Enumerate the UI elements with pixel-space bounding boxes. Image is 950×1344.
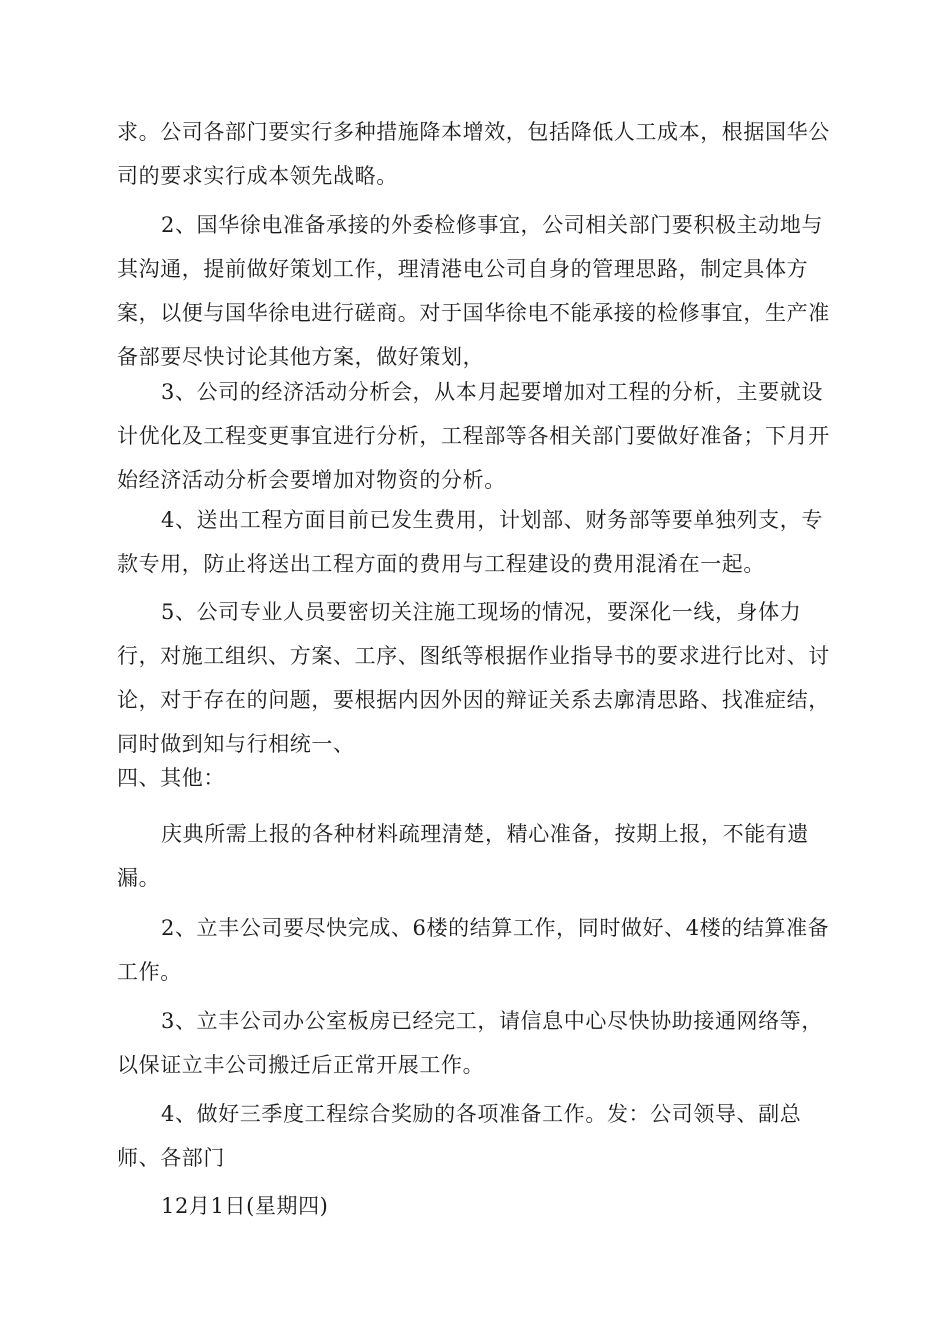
paragraph-item-2-maintenance: 2、国华徐电准备承接的外委检修事宜，公司相关部门要积极主动地与其沟通，提前做好策划工作，理清港电公司自身的管理思路，制定具体方案，以便与国华徐电进行磋商。对于国华徐电不能承接的检修事宜，生产准备部要尽快讨论其他方案，做好策划， — [117, 213, 830, 369]
paragraph-celebration-materials: 庆典所需上报的各种材料疏理清楚，精心准备，按期上报，不能有遗漏。 — [117, 822, 809, 890]
paragraph-item-2-settlement: 2、立丰公司要尽快完成、6楼的结算工作，同时做好、4楼的结算准备工作。 — [117, 916, 830, 984]
paragraph-item-5-site-staff: 5、公司专业人员要密切关注施工现场的情况，要深化一线，身体力行，对施工组织、方案、工序、图纸等根据作业指导书的要求进行比对、讨论，对于存在的问题，要根据内因外因的辩证关系去廓清思路、找准症结，同时做到知与行相统一、 — [117, 600, 830, 756]
paragraph-item-3-economic-analysis: 3、公司的经济活动分析会，从本月起要增加对工程的分析，主要就设计优化及工程变更事宜进行分析，工程部等各相关部门要做好准备；下月开始经济活动分析会要增加对物资的分析。 — [117, 380, 830, 492]
paragraph-cost-reduction: 求。公司各部门要实行多种措施降本增效，包括降低人工成本，根据国华公司的要求实行成本领先战略。 — [117, 120, 830, 188]
paragraph-item-3-network: 3、立丰公司办公室板房已经完工，请信息中心尽快协助接通网络等，以保证立丰公司搬迁后正常开展工作。 — [117, 1009, 823, 1077]
date-line: 12月1日(星期四) — [161, 1194, 329, 1218]
paragraph-item-4-rewards: 4、做好三季度工程综合奖励的各项准备工作。发：公司领导、副总师、各部门 — [117, 1102, 802, 1170]
paragraph-item-4-expenses: 4、送出工程方面目前已发生费用，计划部、财务部等要单独列支，专款专用，防止将送出工程方面的费用与工程建设的费用混淆在一起。 — [117, 508, 823, 576]
section-heading-other: 四、其他： — [117, 766, 225, 790]
